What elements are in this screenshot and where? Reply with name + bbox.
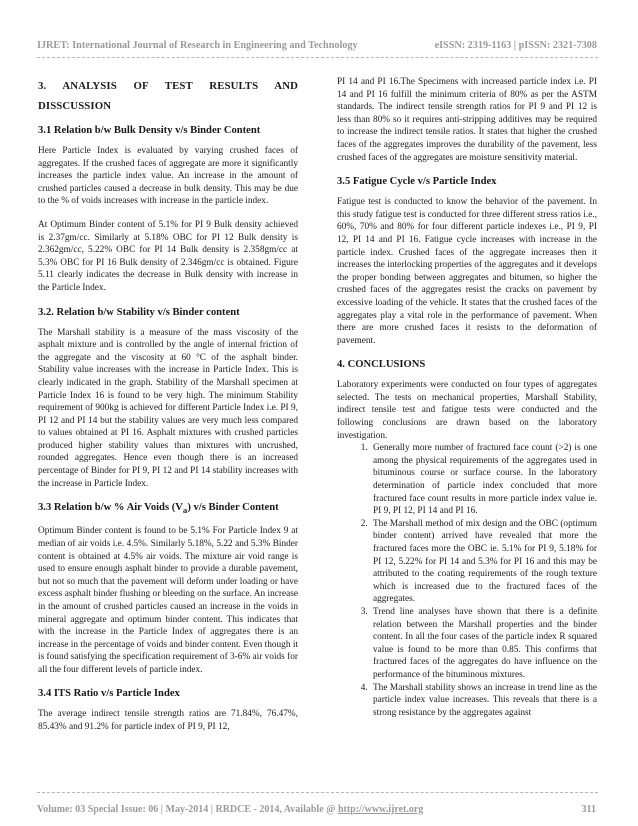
paragraph: The Marshall stability is a measure of the mass viscosity of the asphalt mixture and is controlled by the angle of internal friction of the aggregate and the viscosity at 60 °C of the asphalt binder. Stability value increases with the increase in Particle Index. This is clearly indicated in the graph. Stability of the Marshall specimen at Particle Index 16 is found to be very high. The minimum Stability requirement of 900kg is achieved for different Particle Index i.e. PI 9, PI 12 and PI 14 but the stability values are very much less compared to values obtained at PI 16. Asphalt mixtures with crushed particles produced higher stability values than mixtures with uncrushed, rounded aggregates. Hence even though there is an increased percentage of Binder for PI 9, PI 12 and PI 14 stability increases with the increase in Particle Index. [38, 327, 298, 489]
right-column [337, 76, 597, 719]
paragraph: Fatigue test is conducted to know the behavior of the pavement. In this study fatigue test is conducted for three different stress ratios i.e., 60%, 70% and 80% for four different particle indexes i.e., PI 9, PI 12, PI 14 and PI 16. Fatigue cycle increases with increase in the particle index. Crushed faces of the aggregate increases then it increases the interlocking properties of the aggregates and it develops the proper bonding between aggregates and bitumen, so higher the crushed faces of the aggregates resist the cracks on pavement by excessive loading of the vehicle. It states that the crushed faces of the aggregates play a vital role in the performance of pavement. When there are more crushed faces it resists to the deformation of pavement. [337, 197, 597, 346]
list-item: 4. The Marshall stability shows an increase in trend line as the particle index value increases. This reveals that there is a strong resistance by the aggregates against [370, 682, 597, 720]
paragraph: PI 14 and PI 16.The Specimens with increased particle index i.e. PI 14 and PI 16 fulfill the minimum criteria of 80% as per the ASTM standards. The indirect tensile strength ratios for PI 9 and PI 12 is less than 80% so it requires anti-stripping additives may be required to increase the indirect tensile ratios. It states that higher the crushed faces of the aggregates improves the durability of the pavement, less crushed faces of the aggregates are moisture sensitivity material. [337, 77, 597, 163]
subsection-heading-3-2: 3.2. Relation b/w Stability v/s Binder content [38, 306, 240, 318]
list-item: 1. Generally more number of fractured face count (>2) is one among the physical requirements of the aggregates used in bituminous course or surface course. In the laboratory determination of particle index concluded that more fractured face count results in more particle index value ie. PI 9, PI 12, PI 14 and PI 16. [370, 442, 597, 518]
paragraph: Optimum Binder content is found to be 5.1% For Particle Index 9 at median of air voids i.e. 4.5%. Similarly 5.18%, 5.22 and 5.3% Binder content is obtained at 4.5% air voids. The mixture air void range is used to ensure enough asphalt binder to provide a durable pavement, but not so much that the pavement will deform under loading or have excess asphalt binder flushing or bleeding on the surface. An increase in the amount of crushed particles caused an increase in the voids in mineral aggregate and optimum binder content. This indicates that with the increase in the Particle Index of aggregates there is an increase in the percentage of voids and binder content. Even though it is found satisfying the specification requirement of 3-6% air voids for all the four different levels of particle index. [38, 526, 298, 675]
page-number: 311 [581, 804, 596, 815]
list-item: 2. The Marshall method of mix design and the OBC (optimum binder content) arrived have revealed that more the fractured faces more the OBC ie. 5.1% for PI 9, 5.18% for PI 12, 5.22% for PI 14 and 5.3% for PI 16 and this may be attributed to the coating requirements of the rough texture which is increased due to the fractured faces of the aggregates. [370, 518, 597, 606]
left-column [38, 76, 298, 734]
header-divider [37, 57, 598, 58]
journal-link[interactable]: http://www.ijret.org [337, 804, 424, 815]
journal-title: IJRET: International Journal of Research in Engineering and Technology [37, 40, 358, 51]
conclusions-list [337, 442, 597, 719]
section-heading-conclusions: 4. CONCLUSIONS [337, 359, 426, 371]
section-title: 3. ANALYSIS OF TEST RESULTS AND DISSCUSSION [38, 80, 298, 112]
paragraph: Here Particle Index is evaluated by varying crushed faces of aggregates. If the crushed faces of aggregate are more it significantly increases the particle index value. An increase in the amount of crushed particles caused a decrease in bulk density. This may be due to the % of voids increases with increase in the particle index. [38, 146, 298, 207]
heading-text: ) v/s Binder Content [187, 502, 279, 514]
paragraph: Laboratory experiments were conducted on four types of aggregates selected. The tests on mechanical properties, Marshall Stability, indirect tensile test and fatigue tests were conducted and the following conclusions are drawn based on the laboratory investigation. [337, 380, 597, 441]
paragraph: The average indirect tensile strength ratios are 71.84%, 76.47%, 85.43% and 91.2% for particle index of PI 9, PI 12, [38, 709, 298, 733]
section-heading-analysis [38, 76, 298, 116]
subsection-heading-3-1: 3.1 Relation b/w Bulk Density v/s Binder Content [38, 125, 261, 136]
paragraph: At Optimum Binder content of 5.1% for PI 9 Bulk density achieved is 2.37gm/cc. Similarly at 5.18% OBC for PI 12 Bulk density is 2.362gm/cc, 5.22% OBC for PI 14 Bulk density is 2.358gm/cc at 5.3% OBC for PI 16 Bulk density of 2.346gm/cc is obtained. Figure 5.11 clearly indicates the decrease in Bulk density with increase in the Particle Index. [38, 219, 298, 293]
heading-text: 3.3 Relation b/w % Air Voids (V [38, 502, 183, 514]
issn-info: eISSN: 2319-1163 | pISSN: 2321-7308 [434, 40, 597, 51]
footer-divider [37, 792, 598, 793]
footer-volume: Volume: 03 Special Issue: 06 | May-2014 | RRDCE - 2014, Available @ [37, 804, 336, 815]
page-footer [37, 804, 598, 815]
subsection-heading-3-3 [38, 501, 298, 517]
heading-subscript: a [182, 505, 188, 516]
subsection-heading-3-5: 3.5 Fatigue Cycle v/s Particle Index [337, 176, 497, 188]
subsection-heading-3-4: 3.4 ITS Ratio v/s Particle Index [38, 688, 180, 700]
page-header [37, 40, 597, 51]
list-item: 3. Trend line analyses have shown that there is a definite relation between the Marshall properties and the binder content. In all the four cases of the particle index R squared value is found to be more than 0.85. This confirms that fractured faces of the aggregates do have influence on the performance of the bituminous mixtures. [370, 606, 597, 682]
